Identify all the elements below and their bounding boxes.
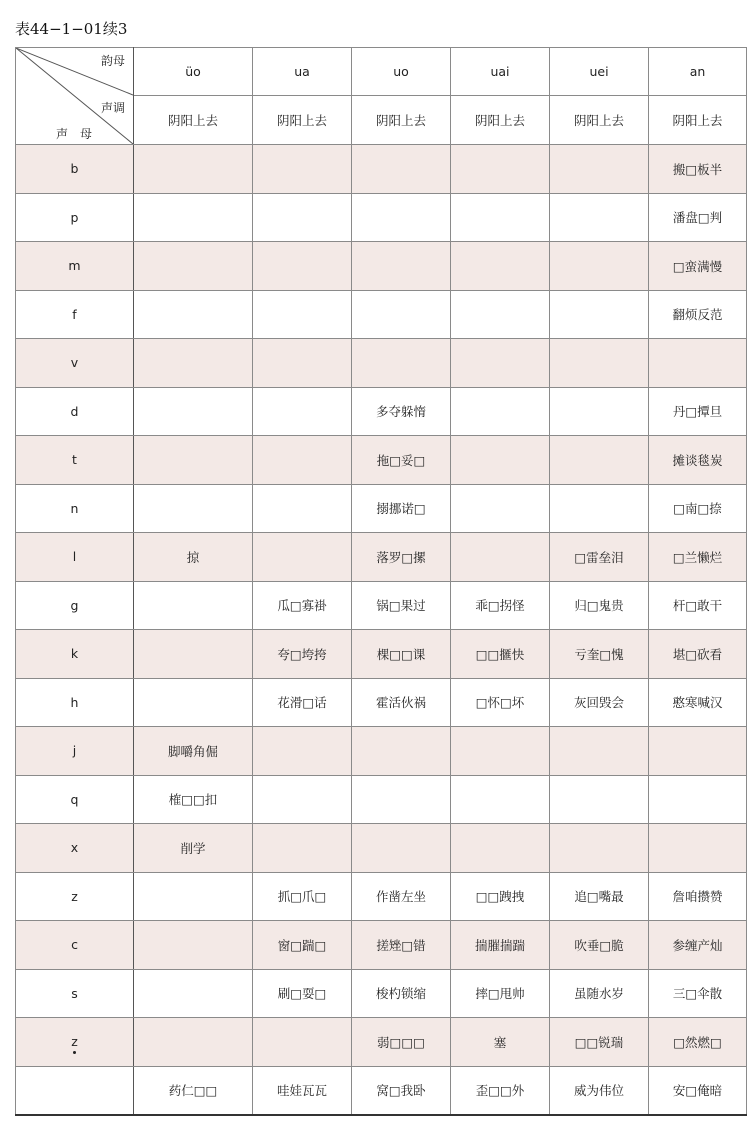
syllable-cell: 哇娃瓦瓦 xyxy=(253,1066,352,1115)
initial-cell xyxy=(16,678,134,727)
table-row xyxy=(16,581,747,630)
syllable-cell xyxy=(134,581,253,630)
syllable-cell: 窝□我卧 xyxy=(352,1066,451,1115)
syllable-cell xyxy=(451,824,550,873)
syllable-table xyxy=(15,47,747,1116)
syllable-cell: 梭杓锁缩 xyxy=(352,969,451,1018)
syllable-cell xyxy=(352,339,451,388)
syllable-cell xyxy=(649,339,747,388)
shengmu-label: 声母 xyxy=(56,127,105,141)
syllable-cell: 削学 xyxy=(134,824,253,873)
syllable-cell: 丹□撢旦 xyxy=(649,387,747,436)
syllable-cell: 乖□拐怪 xyxy=(451,581,550,630)
syllable-cell xyxy=(134,630,253,679)
initial-cell xyxy=(16,339,134,388)
syllable-cell xyxy=(352,242,451,291)
syllable-cell xyxy=(253,824,352,873)
syllable-cell xyxy=(649,727,747,776)
syllable-cell: □□擓快 xyxy=(451,630,550,679)
initial-cell xyxy=(16,145,134,194)
table-row xyxy=(16,436,747,485)
syllable-cell xyxy=(253,533,352,582)
syllable-cell xyxy=(253,242,352,291)
syllable-cell: 杆□敢干 xyxy=(649,581,747,630)
syllable-cell xyxy=(253,290,352,339)
syllable-cell xyxy=(134,242,253,291)
initial-cell xyxy=(16,630,134,679)
syllable-cell: 潘盘□判 xyxy=(649,193,747,242)
syllable-cell xyxy=(134,678,253,727)
syllable-cell: 堪□砍看 xyxy=(649,630,747,679)
syllable-cell xyxy=(451,775,550,824)
syllable-cell: 参缠产灿 xyxy=(649,921,747,970)
syllable-cell: 搦挪诺□ xyxy=(352,484,451,533)
tone-header: 阴阳上去 xyxy=(352,96,451,145)
table-caption: 表44−1−01续3 xyxy=(15,20,128,38)
syllable-cell xyxy=(134,484,253,533)
syllable-cell xyxy=(253,1018,352,1067)
syllable-cell xyxy=(352,727,451,776)
syllable-cell xyxy=(550,387,649,436)
syllable-cell xyxy=(134,872,253,921)
syllable-cell: 歪□□外 xyxy=(451,1066,550,1115)
table-row xyxy=(16,242,747,291)
syllable-cell: 霍活伙祸 xyxy=(352,678,451,727)
initial-label: h xyxy=(70,694,79,710)
syllable-cell: □怀□坏 xyxy=(451,678,550,727)
syllable-cell: 三□伞散 xyxy=(649,969,747,1018)
syllable-cell: 虽随水岁 xyxy=(550,969,649,1018)
syllable-cell xyxy=(550,484,649,533)
syllable-cell xyxy=(253,775,352,824)
initial-label: g xyxy=(70,597,79,613)
syllable-cell xyxy=(550,824,649,873)
tone-header: 阴阳上去 xyxy=(550,96,649,145)
syllable-cell xyxy=(451,484,550,533)
final-header: uei xyxy=(550,48,649,96)
syllable-cell: □蛮满慢 xyxy=(649,242,747,291)
syllable-cell: 夸□垮挎 xyxy=(253,630,352,679)
syllable-cell: 窗□踹□ xyxy=(253,921,352,970)
syllable-cell xyxy=(451,290,550,339)
initial-cell xyxy=(16,969,134,1018)
initial-cell xyxy=(16,193,134,242)
syllable-cell xyxy=(253,436,352,485)
initial-cell xyxy=(16,581,134,630)
initial-label: l xyxy=(72,549,77,565)
syllable-cell: 抓□爪□ xyxy=(253,872,352,921)
syllable-cell: □□锐瑞 xyxy=(550,1018,649,1067)
syllable-cell xyxy=(352,193,451,242)
tone-header: 阴阳上去 xyxy=(134,96,253,145)
syllable-cell xyxy=(550,339,649,388)
syllable-cell xyxy=(550,145,649,194)
final-header: ua xyxy=(253,48,352,96)
table-row xyxy=(16,872,747,921)
syllable-cell: 药仁□□ xyxy=(134,1066,253,1115)
tone-header: 阴阳上去 xyxy=(253,96,352,145)
diagonal-header-cell xyxy=(16,48,134,145)
syllable-cell xyxy=(134,921,253,970)
initial-cell xyxy=(16,727,134,776)
initial-cell xyxy=(16,1066,134,1115)
syllable-cell: 憨寒喊汉 xyxy=(649,678,747,727)
syllable-cell xyxy=(134,1018,253,1067)
table-row xyxy=(16,145,747,194)
syllable-cell xyxy=(451,727,550,776)
initial-label: f xyxy=(72,306,77,322)
final-header: üo xyxy=(134,48,253,96)
syllable-cell xyxy=(451,145,550,194)
tone-header: 阴阳上去 xyxy=(649,96,747,145)
syllable-cell: 脚嚼角倔 xyxy=(134,727,253,776)
syllable-cell: 詹咱攒赞 xyxy=(649,872,747,921)
syllable-cell: 瓜□寡褂 xyxy=(253,581,352,630)
syllable-cell: 棵□□课 xyxy=(352,630,451,679)
initial-label: t xyxy=(72,452,77,468)
syllable-cell: 落罗□摞 xyxy=(352,533,451,582)
syllable-cell xyxy=(550,290,649,339)
initial-label: b xyxy=(70,161,79,177)
syllable-cell: □□跩拽 xyxy=(451,872,550,921)
initial-label: s xyxy=(71,985,78,1001)
syllable-cell: 花滑□话 xyxy=(253,678,352,727)
table-row xyxy=(16,678,747,727)
initial-label: j xyxy=(72,743,77,759)
initial-label: x xyxy=(70,840,79,856)
syllable-cell: 亏奎□愧 xyxy=(550,630,649,679)
syllable-cell xyxy=(550,242,649,291)
syllable-cell xyxy=(134,145,253,194)
table-row xyxy=(16,339,747,388)
syllable-cell xyxy=(352,824,451,873)
syllable-cell: 拖□妥□ xyxy=(352,436,451,485)
initial-cell xyxy=(16,436,134,485)
syllable-cell: 刷□耍□ xyxy=(253,969,352,1018)
syllable-cell: 多夺躲惰 xyxy=(352,387,451,436)
table-row xyxy=(16,1066,747,1115)
syllable-cell xyxy=(352,775,451,824)
table-row xyxy=(16,1018,747,1067)
syllable-cell: 锅□果过 xyxy=(352,581,451,630)
final-header: an xyxy=(649,48,747,96)
syllable-cell xyxy=(550,436,649,485)
initial-cell xyxy=(16,242,134,291)
table-row xyxy=(16,921,747,970)
syllable-cell: 搬□板半 xyxy=(649,145,747,194)
syllable-cell xyxy=(451,242,550,291)
syllable-cell: 追□嘴最 xyxy=(550,872,649,921)
initial-cell xyxy=(16,533,134,582)
initial-label: z xyxy=(71,1034,78,1050)
syllable-cell xyxy=(451,193,550,242)
syllable-cell xyxy=(253,727,352,776)
initial-cell xyxy=(16,1018,134,1067)
syllable-cell xyxy=(134,387,253,436)
table-row xyxy=(16,775,747,824)
syllable-cell xyxy=(134,436,253,485)
initial-cell xyxy=(16,824,134,873)
initial-label: m xyxy=(68,258,81,274)
syllable-cell xyxy=(451,436,550,485)
syllable-cell xyxy=(253,339,352,388)
table-row xyxy=(16,727,747,776)
syllable-cell xyxy=(649,824,747,873)
table-row xyxy=(16,387,747,436)
yunmu-label: 韵母 xyxy=(100,54,125,68)
syllable-cell: 吹垂□脆 xyxy=(550,921,649,970)
syllable-cell xyxy=(253,193,352,242)
syllable-cell: □兰懒烂 xyxy=(649,533,747,582)
syllable-cell xyxy=(550,727,649,776)
syllable-cell xyxy=(451,533,550,582)
table-row xyxy=(16,290,747,339)
table-row xyxy=(16,630,747,679)
syllable-cell xyxy=(253,145,352,194)
initial-cell xyxy=(16,872,134,921)
syllable-cell xyxy=(550,193,649,242)
syllable-cell xyxy=(134,193,253,242)
table-row xyxy=(16,533,747,582)
table-row xyxy=(16,824,747,873)
syllable-cell: 掠 xyxy=(134,533,253,582)
syllable-cell: 安□俺暗 xyxy=(649,1066,747,1115)
initial-cell xyxy=(16,921,134,970)
syllable-cell xyxy=(253,387,352,436)
tone-header: 阴阳上去 xyxy=(451,96,550,145)
initial-cell xyxy=(16,484,134,533)
syllable-cell xyxy=(550,775,649,824)
initial-cell xyxy=(16,290,134,339)
final-header: uo xyxy=(352,48,451,96)
syllable-cell xyxy=(253,484,352,533)
syllable-cell: 揣膗揣踹 xyxy=(451,921,550,970)
shengdiao-label: 声调 xyxy=(100,101,125,115)
initial-label: n xyxy=(70,500,79,516)
syllable-cell: 塞 xyxy=(451,1018,550,1067)
syllable-cell: □南□捺 xyxy=(649,484,747,533)
syllable-cell xyxy=(451,387,550,436)
syllable-cell: 翻烦反范 xyxy=(649,290,747,339)
initial-cell xyxy=(16,387,134,436)
syllable-cell: □雷垒泪 xyxy=(550,533,649,582)
initial-label: p xyxy=(70,209,79,225)
syllable-cell: 榷□□扣 xyxy=(134,775,253,824)
initial-label: q xyxy=(70,791,79,807)
syllable-cell: 摔□甩帅 xyxy=(451,969,550,1018)
syllable-cell: 灰回毁会 xyxy=(550,678,649,727)
syllable-cell: □然燃□ xyxy=(649,1018,747,1067)
syllable-cell: 搓矬□错 xyxy=(352,921,451,970)
table-row xyxy=(16,484,747,533)
initial-label: v xyxy=(70,355,79,371)
initial-label: d xyxy=(70,403,79,419)
syllable-cell xyxy=(134,339,253,388)
syllable-cell: 归□鬼贵 xyxy=(550,581,649,630)
initial-label: k xyxy=(70,646,79,662)
initial-cell xyxy=(16,775,134,824)
syllable-cell xyxy=(352,290,451,339)
final-header: uai xyxy=(451,48,550,96)
syllable-cell xyxy=(451,339,550,388)
syllable-cell xyxy=(134,290,253,339)
syllable-cell: 威为伟位 xyxy=(550,1066,649,1115)
syllable-cell: 作凿左坐 xyxy=(352,872,451,921)
table-row xyxy=(16,969,747,1018)
syllable-cell xyxy=(352,145,451,194)
initial-label: c xyxy=(71,937,78,953)
syllable-cell: 摊谈毯炭 xyxy=(649,436,747,485)
table-row xyxy=(16,193,747,242)
initial-label: z xyxy=(71,888,78,904)
syllable-cell: 弱□□□ xyxy=(352,1018,451,1067)
syllable-cell xyxy=(134,969,253,1018)
syllable-cell xyxy=(649,775,747,824)
